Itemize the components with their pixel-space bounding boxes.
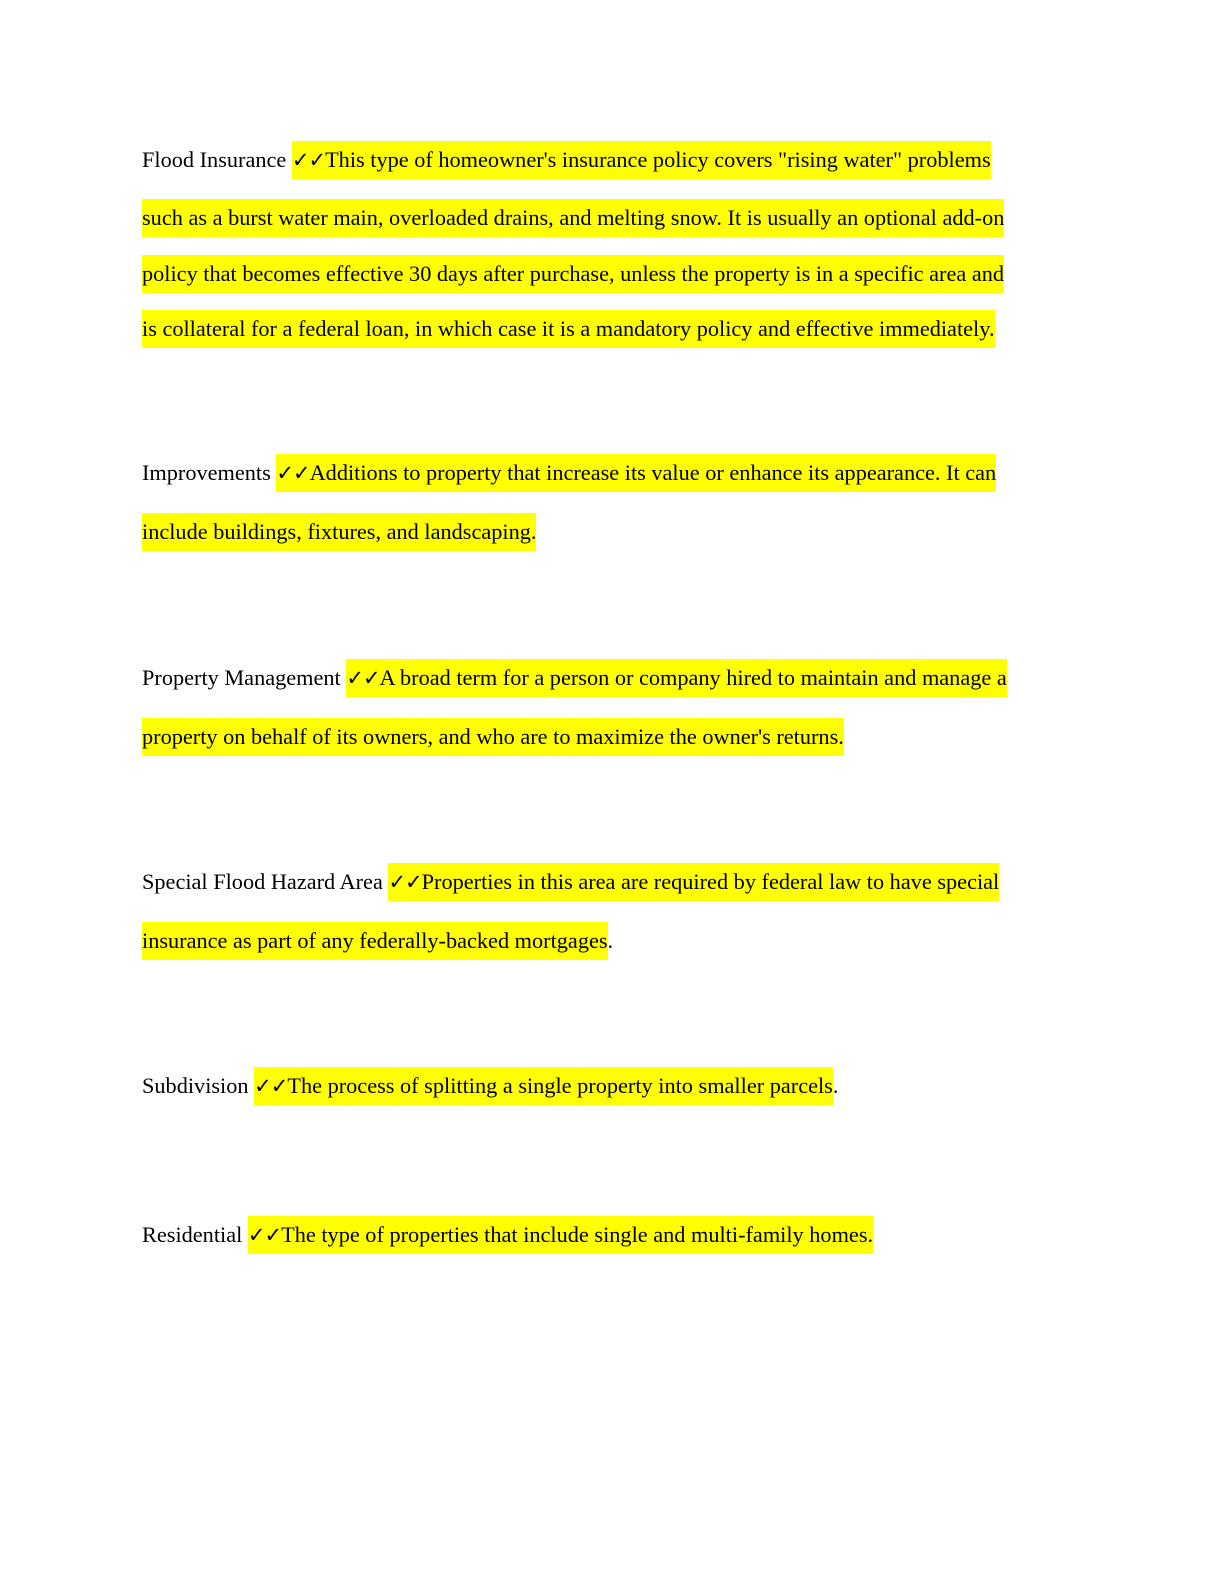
term-label: Special Flood Hazard Area xyxy=(142,869,383,894)
double-check-icon: ✓✓ xyxy=(388,870,422,894)
double-check-icon: ✓✓ xyxy=(346,666,380,690)
definition-line: such as a burst water main, overloaded drains, and melting snow. It is usually an optional add-on xyxy=(142,199,1004,237)
term-label: Improvements xyxy=(142,460,271,485)
double-check-icon: ✓✓ xyxy=(254,1074,288,1098)
definition-line: insurance as part of any federally-backed mortgages xyxy=(142,922,608,960)
definition-line: The type of properties that include single and multi-family homes. xyxy=(281,1222,874,1247)
definition-line: This type of homeowner's insurance policy covers "rising water" problems xyxy=(325,147,991,172)
definition-line: property on behalf of its owners, and who are to maximize the owner's returns. xyxy=(142,718,844,756)
double-check-icon: ✓✓ xyxy=(291,148,326,172)
definition-line: The process of splitting a single property into smaller parcels xyxy=(287,1073,833,1098)
term-label: Residential xyxy=(142,1222,243,1247)
definition-line: include buildings, fixtures, and landscaping. xyxy=(142,513,536,551)
definition-line: A broad term for a person or company hired to maintain and manage a xyxy=(379,665,1007,690)
double-check-icon: ✓✓ xyxy=(247,1223,282,1247)
definition-line: is collateral for a federal loan, in which case it is a mandatory policy and effective immediately. xyxy=(142,310,995,348)
term-label: Property Management xyxy=(142,665,341,690)
definition-line: policy that becomes effective 30 days after purchase, unless the property is in a specific area and xyxy=(142,255,1004,293)
trailing-punctuation: . xyxy=(607,928,614,953)
double-check-icon: ✓✓ xyxy=(276,461,310,485)
definition-line: Additions to property that increase its value or enhance its appearance. It can xyxy=(309,460,997,485)
term-label: Subdivision xyxy=(142,1073,249,1098)
definition-line: Properties in this area are required by federal law to have special xyxy=(421,869,1000,894)
term-label: Flood Insurance xyxy=(142,147,287,172)
trailing-punctuation: . xyxy=(832,1073,839,1098)
